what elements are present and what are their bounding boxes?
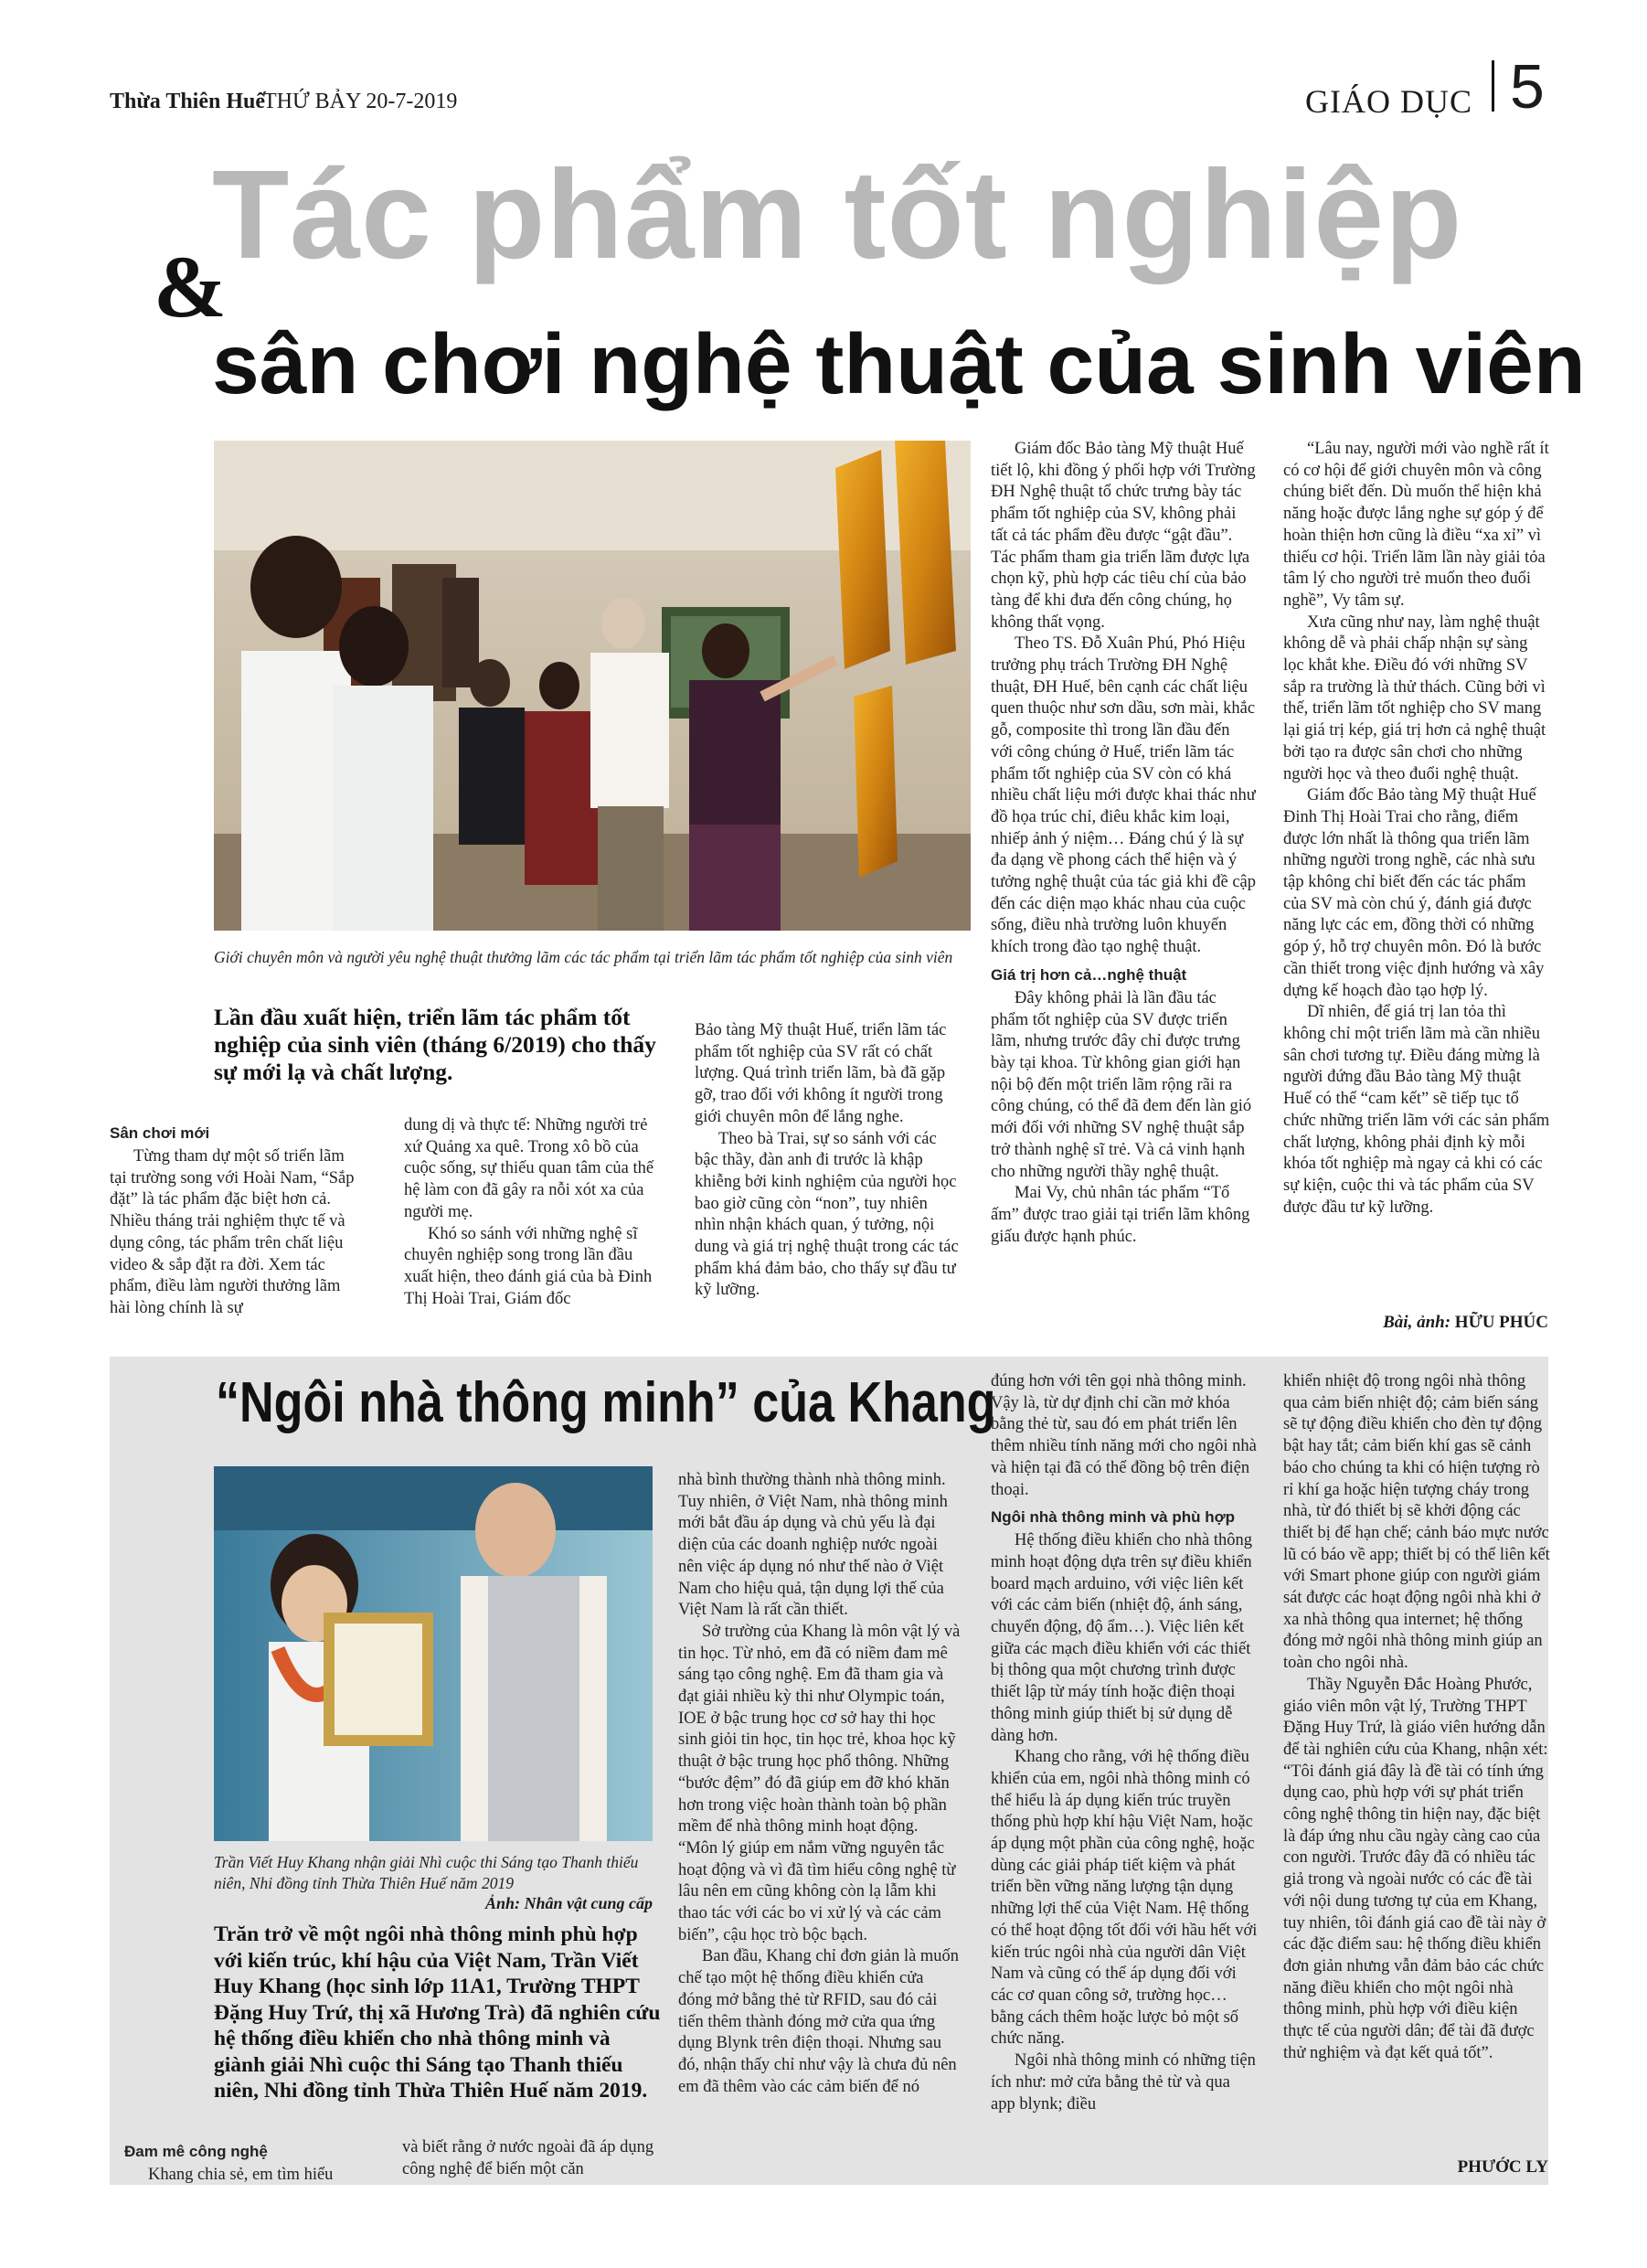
article1-paragraph: Dĩ nhiên, để giá trị lan tỏa thì không chỉ một triển lãm mà cần nhiều sân chơi tương tự. Điều đáng mừng là người đứng đầu Bảo tàng Mỹ thuật Huế có thể “cam kết” sẽ tiếp tục tổ chức những triển lãm với các sản phẩm chất lượng, không phải định kỳ mỗi khóa tốt nghiệp mà ngay cả khi có các sự kiện, cuộc thi và tác phẩm của SV được đầu tư kỹ lưỡng. [1283,1003,1550,1217]
article1-paragraph: Từng tham dự một số triển lãm tại trường song với Hoài Nam, “Sắp đặt” là tác phẩm đặc biệt hơn cả. Nhiều tháng trải nghiệm thực tế và dụng công, tác phẩm trên chất liệu video & sắp đặt ra đời. Xem tác phẩm, điều làm người thưởng lãm hài lòng chính là sự [110,1147,355,1317]
article2-column-2 [402,2137,667,2183]
article2-paragraph: Ban đầu, Khang chỉ đơn giản là muốn chế tạo một hệ thống điều khiển cửa đóng mở bằng thẻ từ RFID, sau đó cải tiến thêm thành đóng mở cửa qua ứng dụng Blynk trên điện thoại. Nhưng sau đó, nhận thấy chỉ như vậy là chưa đủ nên em đã thêm vào các cảm biến để nó [678,1947,960,2096]
article1-byline [1283,1313,1548,1333]
page-number: 5 [1510,52,1545,122]
article2-paragraph: Khang chia sẻ, em tìm hiểu [148,2166,334,2183]
article2-subheading-2: Ngôi nhà thông minh và phù hợp [991,1508,1236,1527]
article1-title-line2: sân chơi nghệ thuật của sinh viên [212,316,1586,411]
newspaper-name: Thừa Thiên Huế [110,90,266,113]
article1-paragraph: Mai Vy, chủ nhân tác phẩm “Tổ ấm” được trao giải tại triển lãm không giấu được hạnh phúc. [991,1184,1250,1246]
article1-title-line1: Tác phẩm tốt nghiệp [212,144,1463,285]
article1-paragraph: Giám đốc Bảo tàng Mỹ thuật Huế Đinh Thị Hoài Trai cho rằng, điểm được lớn nhất là thông qua triển lãm những người trong nghề, các nhà sưu tập không chỉ biết đến các tác phẩm của SV mà còn chú ý, đánh giá được năng lực các em, đồng thời có những góp ý, hỗ trợ chuyên môn. Đó là bước cần thiết trong việc định hướng và xây dựng kế hoạch đào tạo hợp lý. [1283,786,1545,1000]
article1-column-2 [404,1115,658,1326]
article2-paragraph: Ngôi nhà thông minh có những tiện ích như: mở cửa bằng thẻ từ và qua app blynk; điều [991,2051,1256,2114]
article1-column-5 [1283,439,1550,1307]
article2-subheading-1: Đam mê công nghệ [124,2143,268,2160]
byline-author: HỮU PHÚC [1454,1313,1548,1332]
article2-paragraph: Thầy Nguyễn Đắc Hoàng Phước, giáo viên môn vật lý, Trường THPT Đặng Huy Trứ, là giáo viên hướng dẫn để tài nghiên cứu của Khang, nhận xét: “Tôi đánh giá đây là đề tài có tính ứng dụng cao, phù hợp với sự phát triển công nghệ thông tin hiện nay, đặc biệt là đáp ứng nhu cầu ngày càng cao của con người. Trước đây đã có nhiều tác giả trong và ngoài nước có các đề tài với nội dung tương tự của em Khang, tuy nhiên, tôi đánh giá cao đề tài này ở các đặc điểm sau: hệ thống điều khiển đơn giản nhưng vẫn đảm bảo các chức năng điều khiển cho một ngôi nhà thông minh, phù hợp với điều kiện thực tế của người dân; để tài đã được thử nghiệm và đạt kết quả tốt”. [1283,1675,1548,2062]
article1-subheading-1: Sân chơi mới [110,1124,210,1142]
article1-photo-caption: Giới chuyên môn và người yêu nghệ thuật thưởng lãm các tác phẩm tại triển lãm tác phẩm tốt nghiệp của sinh viên [214,948,953,966]
byline-author: PHƯỚC LY [1457,2157,1548,2177]
article2-paragraph: Hệ thống điều khiển cho nhà thông minh hoạt động dựa trên sự điều khiển board mạch arduino, với việc liên kết với các cảm biến (nhiệt độ, ánh sáng, chuyển động, độ ẩm…). Việc liên kết giữa các mạch điều khiển với các thiết bị thông qua một chương trình được thiết lập từ máy tính hoặc điện thoại thông minh giúp thiết bị sử dụng dễ dàng hơn. [991,1531,1252,1745]
article1-title-ampersand: & [154,238,227,335]
article1-column-1 [110,1117,360,1324]
article2-photo-credit: Ảnh: Nhân vật cung cấp [484,1894,653,1912]
article1-paragraph: Xưa cũng như nay, làm nghệ thuật không dễ và phải chấp nhận sự sàng lọc khắt khe. Điều đó với những SV sắp ra trường là thử thách. Cũng bởi vì thế, triển lãm tốt nghiệp cho SV mang lại giá trị kép, giá trị hơn cả nghệ thuật bởi tạo ra được sân chơi cho những người học và theo đuổi nghệ thuật. [1283,612,1546,783]
article1-paragraph: Theo bà Trai, sự so sánh với các bậc thầy, đàn anh đi trước là khập khiễng bởi kinh nghiệm của người học bao giờ cũng còn “non”, tuy nhiên nhìn nhận khách quan, ý tưởng, nội dung và giá trị nghệ thuật trong các tác phẩm khá đảm bảo, cho thấy sự đầu tư kỹ lưỡng. [695,1129,959,1300]
article1-paragraph: Bảo tàng Mỹ thuật Huế, triển lãm tác phẩm tốt nghiệp của SV rất có chất lượng. Quá trình triển lãm, bà đã gặp gỡ, trao đổi với không ít người trong giới chuyên môn để lắng nghe. [695,1021,947,1126]
article1-paragraph: “Lâu nay, người mới vào nghề rất ít có cơ hội để giới chuyên môn và công chúng biết đến. Dù muốn thể hiện khả năng hoặc được lắng nghe sự góp ý để hoàn thiện hơn cũng là điều “xa xỉ” vì thiếu cơ hội. Triển lãm lần này giải tỏa tâm lý cho người trẻ muốn theo đuổi nghề”, Vy tâm sự. [1283,440,1549,610]
article1-subheading-2: Giá trị hơn cả…nghệ thuật [991,965,1187,984]
article2-paragraph: và biết rằng ở nước ngoài đã áp dụng công nghệ để biến một căn [402,2138,654,2178]
article1-paragraph: Khó so sánh với những nghệ sĩ chuyên nghiệp song trong lần đầu xuất hiện, theo đánh giá của bà Đinh Thị Hoài Trai, Giám đốc [404,1224,653,1308]
issue-date: THỨ BẢY 20-7-2019 [263,90,458,113]
article1-paragraph: Theo TS. Đỗ Xuân Phú, Phó Hiệu trưởng phụ trách Trường ĐH Nghệ thuật, ĐH Huế, bên cạnh các chất liệu quen thuộc như sơn dầu, sơn mài, khắc gỗ, composite thì trong lần đầu đến với công chúng ở Huế, triển lãm tác phẩm tốt nghiệp của SV còn có khá nhiều chất liệu mới được khai thác như đồ họa trúc chỉ, điêu khắc kim loại, nhiếp ảnh ý niệm… Đáng chú ý là sự đa dạng về phong cách thể hiện và ý tưởng nghệ thuật của tác giả khi đề cập đến các diện mạo khác nhau của cuộc sống, điều nhà trường luôn khuyến khích trong đào tạo nghệ thuật. [991,634,1256,957]
article2-lead: Trăn trở về một ngôi nhà thông minh phù hợp với kiến trúc, khí hậu của Việt Nam, Trần Viết Huy Khang (học sinh lớp 11A1, Trường THPT Đặng Huy Trứ, thị xã Hương Trà) đã nghiên cứu hệ thống điều khiển cho nhà thông minh và giành giải Nhì cuộc thi Sáng tạo Thanh thiếu niên, Nhi đồng tỉnh Thừa Thiên Huế năm 2019. [214,1922,661,2103]
article2-title: “Ngôi nhà thông minh” của Khang [216,1371,996,1434]
article2-column-3 [678,1470,962,2185]
article1-photo [214,441,971,931]
article2-photo-caption: Trần Viết Huy Khang nhận giải Nhì cuộc thi Sáng tạo Thanh thiếu niên, Nhi đồng tỉnh Thừa Thiên Huế năm 2019 [214,1853,639,1892]
article1-paragraph: Đây không phải là lần đầu tác phẩm tốt nghiệp của SV được triển lãm, nhưng trước đây chỉ được trưng bày tại khoa. Từ không gian giới hạn nội bộ đến một triển lãm rộng rãi ra công chúng, có thể đã đem đến làn gió mới đối với những SV nghệ thuật sắp trở thành nghệ sĩ trẻ. Và cả vinh hạnh cho những người thầy nghệ thuật. [991,988,1252,1181]
article1-column-4 [991,439,1256,1326]
article1-column-3 [695,1020,962,1326]
article2-photo [214,1466,653,1841]
article2-column-4 [991,1371,1258,2183]
article2-paragraph: đúng hơn với tên gọi nhà thông minh. Vậy là, từ dự định chỉ cần mở khóa bằng thẻ từ, sau đó em phát triển lên thêm nhiều tính năng mới cho ngôi nhà và hiện tại đã có thể đồng bộ trên điện thoại. [991,1372,1257,1499]
article1-paragraph: Giám đốc Bảo tàng Mỹ thuật Huế tiết lộ, khi đồng ý phối hợp với Trường ĐH Nghệ thuật tổ chức trưng bày tác phẩm tốt nghiệp của SV, không phải tất cả tác phẩm đều được “gật đầu”. Tác phẩm tham gia triển lãm được lựa chọn kỹ, phù hợp các tiêu chí của bảo tàng để khi đưa đến công chúng, họ không thất vọng. [991,440,1256,632]
header-divider [1492,60,1494,112]
article2-column-1 [124,2135,371,2183]
article2-byline [1283,2157,1548,2177]
article2-paragraph: Sở trường của Khang là môn vật lý và tin học. Từ nhỏ, em đã có niềm đam mê sáng tạo công nghệ. Em đã tham gia và đạt giải nhiều kỳ thi như Olympic toán, IOE ở bậc trung học cơ sở hay thi học sinh giỏi tin học, tin học trẻ, khoa học kỹ thuật ở bậc trung học phổ thông. Những “bước đệm” đó đã giúp em đỡ khó khăn hơn trong việc hoàn thành toàn bộ phần mềm để nhà thông minh hoạt động. “Môn lý giúp em nắm vững nguyên tắc hoạt động và vì đã tìm hiểu công nghệ từ lâu nên em cũng không còn lạ lẫm khi thao tác với các bo vi xử lý và các cảm biến”, cậu học trò bộc bạch. [678,1622,961,1944]
article2-paragraph: Khang cho rằng, với hệ thống điều khiển của em, ngôi nhà thông minh có thể hiểu là áp dụng kiến trúc truyền thống phù hợp khí hậu Việt Nam, hoặc áp dụng một phần của công nghệ, hoặc dùng các giải pháp tiết kiệm và phát triển bền vững năng lượng tận dụng những lợi thế của Việt Nam. Hệ thống có thể hoạt động tốt đối với hầu hết với kiến trúc ngôi nhà của người dân Việt Nam và cũng có thể áp dụng đối với các cơ quan công sở, trường học… bằng cách thêm hoặc lược bỏ một số chức năng. [991,1748,1258,2049]
article2-column-5 [1283,1371,1550,2163]
article2-paragraph: nhà bình thường thành nhà thông minh. Tuy nhiên, ở Việt Nam, nhà thông minh mới bắt đầu áp dụng và chủ yếu là đại diện của các doanh nghiệp nước ngoài nên việc áp dụng nó như thế nào ở Việt Nam cho hiệu quả, tận dụng lợi thế của Việt Nam là rất cần thiết. [678,1471,948,1620]
article2-paragraph: khiển nhiệt độ trong ngôi nhà thông qua cảm biến nhiệt độ; cảm biến sáng sẽ tự động điều khiển cho đèn tự động bật hay tắt; cảm biến khí gas sẽ cảnh báo cho chúng ta khi có hiện tượng rò rỉ khí ga hoặc hiện tượng cháy trong nhà, từ đó thiết bị sẽ khởi động các thiết bị để hạn chế; cảnh báo mực nước lũ có báo về app; thiết bị có thể liên kết với Smart phone giúp con người giám sát được các hoạt động ngôi nhà khi ở xa nhà thông qua internet; hệ thống đóng mở ngôi nhà thông minh giúp an toàn cho ngôi nhà. [1283,1372,1550,1673]
article1-paragraph: dung dị và thực tế: Những người trẻ xứ Quảng xa quê. Trong xô bồ của cuộc sống, sự thiếu quan tâm của thế hệ làm con đã gây ra nỗi xót xa của người mẹ. [404,1116,654,1221]
section-name: GIÁO DỤC [1305,83,1472,120]
article1-lead: Lần đầu xuất hiện, triển lãm tác phẩm tốt nghiệp của sinh viên (tháng 6/2019) cho thấy sự mới lạ và chất lượng. [214,1004,656,1085]
byline-label: Bài, ảnh: [1383,1313,1451,1332]
